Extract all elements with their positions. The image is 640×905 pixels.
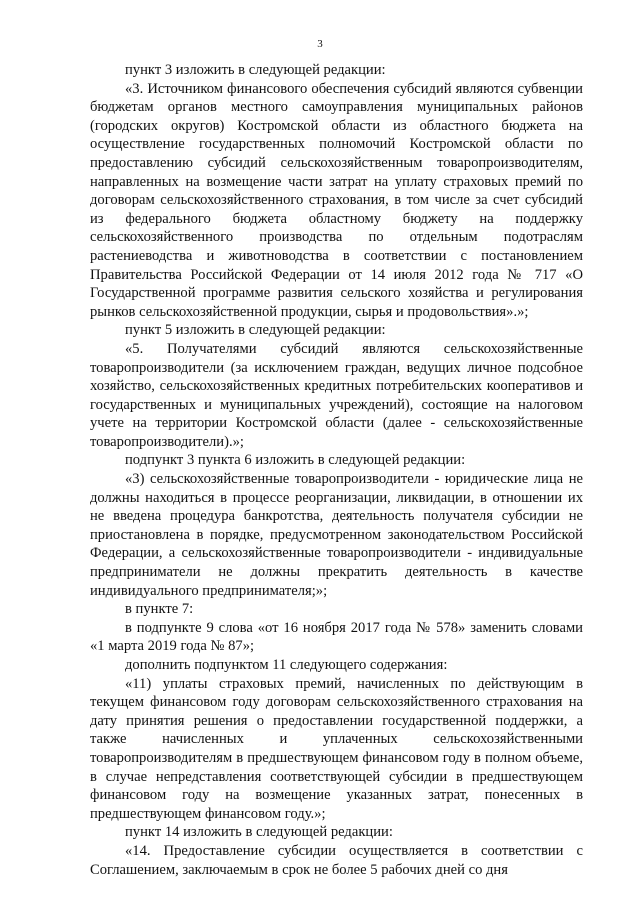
paragraph-clause-7-9-change: в подпункте 9 слова «от 16 ноября 2017 года № 578» заменить словами «1 марта 2019 года № 87»; <box>90 619 583 655</box>
paragraph-amend-clause-6-3: подпункт 3 пункта 6 изложить в следующей редакции: <box>125 452 466 469</box>
page-number: 3 <box>317 38 323 50</box>
paragraph-amend-clause-3: пункт 3 изложить в следующей редакции: <box>125 62 386 78</box>
paragraph-clause-5-text: «5. Получателями субсидий являются сельскохозяйственные товаропроизводители (за исключением граждан, ведущих личное подсобное хозяйство, сельскохозяйственных кредитных потребительских кооперативов и государственных и муниципальных учреждений), состоящие на налоговом учете на территории Костромской области (далее - сельскохозяйственные товаропроизводители).»; <box>90 340 583 450</box>
paragraph-amend-clause-14: пункт 14 изложить в следующей редакции: <box>125 824 393 841</box>
paragraph-subclause-11-text: «11) уплаты страховых премий, начисленных по действующим в текущем финансовом году договорам сельскохозяйственного страхования на дату принятия решения о предоставлении государственной поддержки, а также начисленных и уплаченных сельскохозяйственными товаропроизводителям в предшествующем финансовом году в полном объеме, в случае непредставления соответствующей субсидии в предшествующем финансовом году на возмещение указанных затрат, понесенных в предшествующем финансовом году.»; <box>90 675 583 822</box>
document-body <box>90 61 583 879</box>
paragraph-clause-7-heading: в пункте 7: <box>125 601 194 618</box>
paragraph-clause-3-text: «3. Источником финансового обеспечения субсидий являются субвенции бюджетам органов местного самоуправления муниципальных районов (городских округов) Костромской области из областного бюджета на осуществление государственных полномочий Костромской области по предоставлению субсидий сельскохозяйственным товаропроизводителям, направленных на возмещение части затрат на уплату страховых премий по договорам сельскохозяйственного страхования, в том числе за счет субсидий из федерального бюджета областному бюджету на поддержку сельскохозяйственного производства по отдельным подотраслям растениеводства и животноводства в соответствии с постановлением Правительства Российской Федерации от 14 июля 2012 года № 717 «О Государственной программе развития сельского хозяйства и регулирования рынков сельскохозяйственной продукции, сырья и продовольствия».»; <box>90 80 583 320</box>
paragraph-clause-6-3-text: «3) сельскохозяйственные товаропроизводители - юридические лица не должны находиться в процессе реорганизации, ликвидации, в отношении их не введена процедура банкротства, деятельность получателя субсидии не приостановлена в порядке, предусмотренном законодательством Российской Федерации, а сельскохозяйственные товаропроизводители - индивидуальные предприниматели не должны прекратить деятельность в качестве индивидуального предпринимателя;»; <box>90 471 583 599</box>
paragraph-clause-14-text: «14. Предоставление субсидии осуществляется в соответствии с Соглашением, заключаемым в срок не более 5 рабочих дней со дня <box>90 842 583 878</box>
paragraph-amend-clause-5: пункт 5 изложить в следующей редакции: <box>125 322 386 339</box>
paragraph-add-subclause-11: дополнить подпунктом 11 следующего содержания: <box>125 657 448 673</box>
